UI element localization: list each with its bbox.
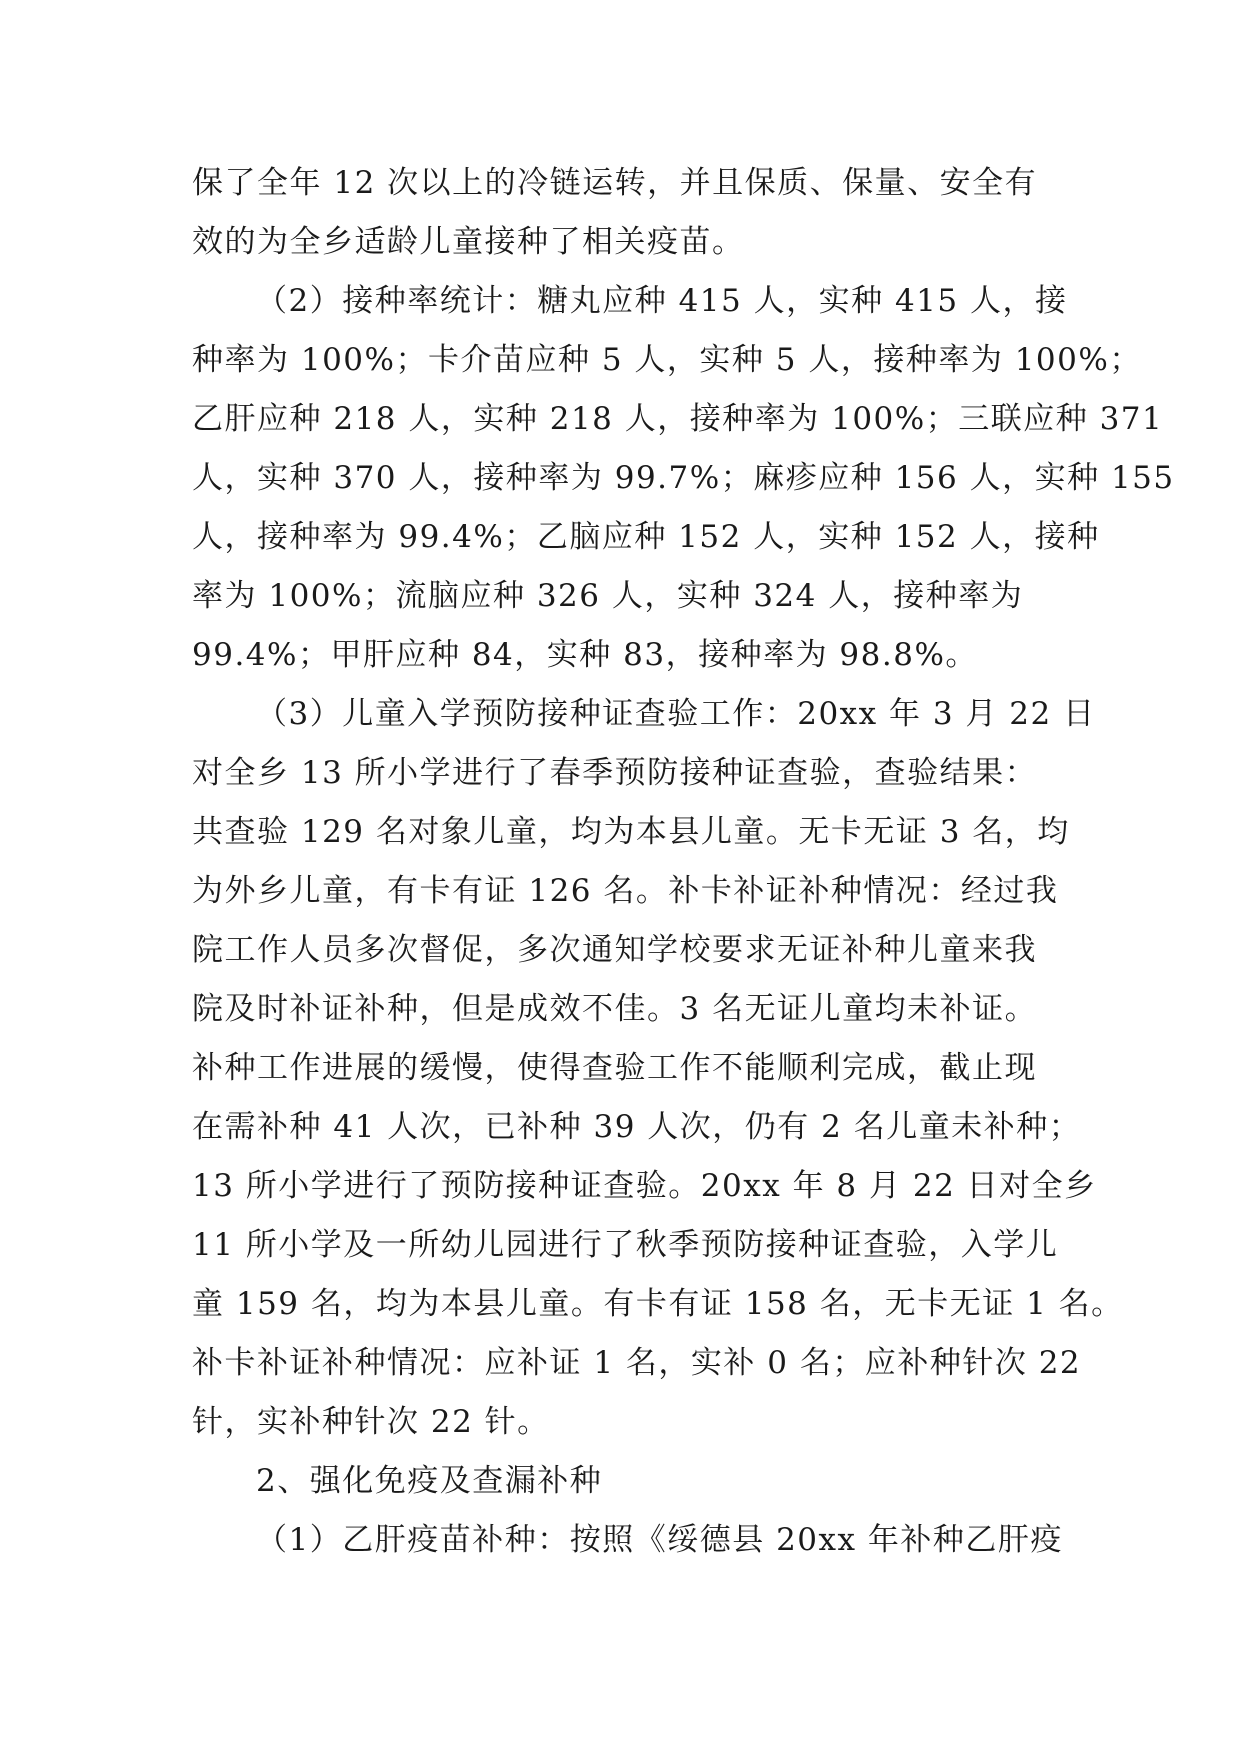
paragraph-line: 对全乡 13 所小学进行了春季预防接种证查验，查验结果：: [192, 755, 1038, 791]
paragraph-line: 院工作人员多次督促，多次通知学校要求无证补种儿童来我: [192, 932, 1037, 968]
paragraph-line: 保了全年 12 次以上的冷链运转，并且保质、保量、安全有: [192, 165, 1038, 201]
paragraph-line: 人，接种率为 99.4%；乙脑应种 152 人，实种 152 人，接种: [192, 519, 1100, 555]
document-body: [192, 154, 1175, 1570]
paragraph-line: 乙肝应种 218 人，实种 218 人，接种率为 100%；三联应种 371: [192, 401, 1164, 437]
paragraph-line: 人，实种 370 人，接种率为 99.7%；麻疹应种 156 人，实种 155: [192, 460, 1175, 496]
paragraph-line: 效的为全乡适龄儿童接种了相关疫苗。: [192, 224, 745, 260]
paragraph-line: （1）乙肝疫苗补种：按照《绥德县 20xx 年补种乙肝疫: [256, 1522, 1063, 1558]
paragraph-line: 补卡补证补种情况：应补证 1 名，实补 0 名；应补种针次 22: [192, 1345, 1082, 1381]
paragraph-line: （3）儿童入学预防接种证查验工作：20xx 年 3 月 22 日: [256, 696, 1096, 732]
paragraph-line: 在需补种 41 人次，已补种 39 人次，仍有 2 名儿童未补种；: [192, 1109, 1082, 1145]
paragraph-line: 率为 100%；流脑应种 326 人，实种 324 人，接种率为: [192, 578, 1024, 614]
paragraph-line: 11 所小学及一所幼儿园进行了秋季预防接种证查验，入学儿: [192, 1227, 1059, 1263]
paragraph-line: 补种工作进展的缓慢，使得查验工作不能顺利完成，截止现: [192, 1050, 1037, 1086]
paragraph-line: 99.4%；甲肝应种 84，实种 83，接种率为 98.8%。: [192, 637, 978, 673]
paragraph-line: （2）接种率统计：糖丸应种 415 人，实种 415 人，接: [256, 283, 1068, 319]
paragraph-line: 种率为 100%；卡介苗应种 5 人，实种 5 人，接种率为 100%；: [192, 342, 1142, 378]
paragraph-line: 童 159 名，均为本县儿童。有卡有证 158 名，无卡无证 1 名。: [192, 1286, 1124, 1322]
paragraph-line: 共查验 129 名对象儿童，均为本县儿童。无卡无证 3 名，均: [192, 814, 1070, 850]
section-heading: 2、强化免疫及查漏补种: [256, 1463, 603, 1499]
paragraph-line: 为外乡儿童，有卡有证 126 名。补卡补证补种情况：经过我: [192, 873, 1059, 909]
paragraph-line: 针，实补种针次 22 针。: [192, 1404, 550, 1440]
paragraph-line: 13 所小学进行了预防接种证查验。20xx 年 8 月 22 日对全乡: [192, 1168, 1097, 1204]
paragraph-line: 院及时补证补种，但是成效不佳。3 名无证儿童均未补证。: [192, 991, 1038, 1027]
